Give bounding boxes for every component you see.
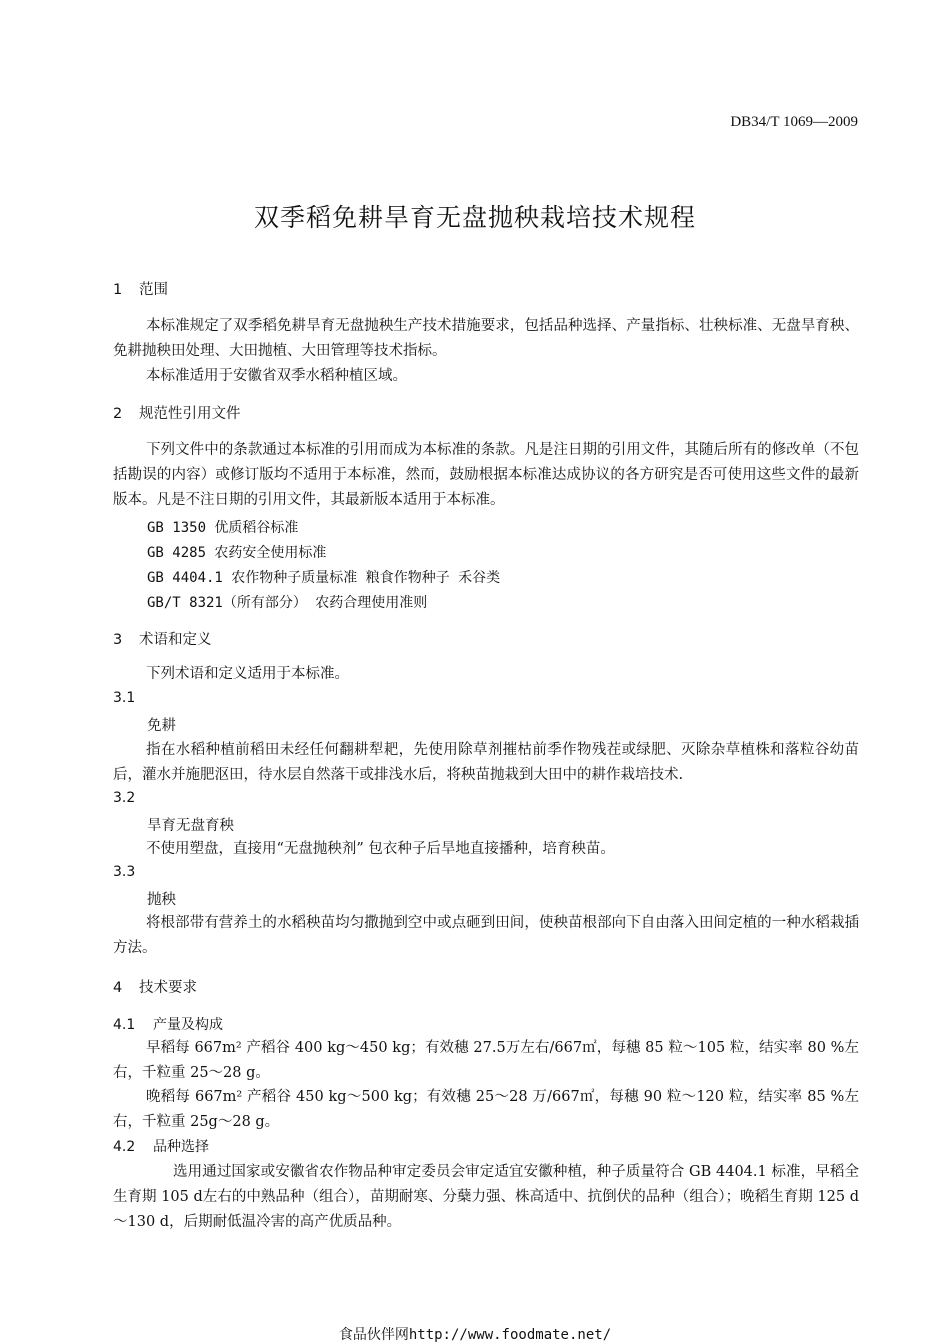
section-3-intro: 下列术语和定义适用于本标准。 (146, 666, 349, 682)
term-definition: 指在水稻种植前稻田未经任何翻耕犁耙，先使用除草剂摧枯前季作物残茬或绿肥、灭除杂草植株和落粒谷幼苗后，灌水并施肥沤田，待水层自然落干或排浅水后，将秧苗抛栽到大田中的耕作栽培技术. (113, 742, 859, 783)
reference-item: GB 1350 优质稻谷标准 (147, 520, 299, 536)
footer (0, 1324, 950, 1344)
section-2-paragraph: 下列文件中的条款通过本标准的引用而成为本标准的条款。凡是注日期的引用文件，其随后所有的修改单（不包括勘误的内容）或修订版均不适用于本标准，然而，鼓励根据本标准达成协议的各方研究是否可使用这些文件的最新版本。凡是不注日期的引用文件，其最新版本适用于本标准。 (113, 442, 859, 508)
subsection-title: 品种选择 (153, 1139, 209, 1155)
footer-url[interactable]: http://www.foodmate.net/ (408, 1327, 612, 1343)
subsection-4-2-heading (113, 1136, 209, 1156)
section-4-heading (113, 976, 197, 997)
term-name: 抛秧 (147, 892, 176, 908)
section-title: 范围 (139, 282, 168, 298)
section-1-paragraph: 本标准规定了双季稻免耕旱育无盘抛秧生产技术措施要求，包括品种选择、产量指标、壮秧标准、无盘旱育秧、免耕抛秧田处理、大田抛植、大田管理等技术指标。 (113, 318, 859, 359)
term-name: 旱育无盘育秧 (147, 818, 234, 834)
section-3-heading (113, 628, 212, 649)
subsection-paragraph: 早稻每 667m² 产稻谷 400 kg～450 kg；有效穗 27.5万左右/667㎡，每穗 85 粒～105 粒，结实率 80 %左右，千粒重 25～28 g。 (113, 1040, 859, 1081)
reference-item: GB 4404.1 农作物种子质量标准 粮食作物种子 禾谷类 (147, 570, 501, 586)
reference-item: GB/T 8321（所有部分） 农药合理使用准则 (147, 595, 428, 611)
term-number: 3.3 (113, 864, 136, 880)
term-definition: 不使用塑盘，直接用“无盘抛秧剂” 包衣种子后旱地直接播种，培育秧苗。 (146, 841, 615, 857)
subsection-4-1-heading (113, 1014, 223, 1034)
subsection-number: 4.1 (113, 1017, 136, 1033)
subsection-paragraph: 晚稻每 667m² 产稻谷 450 kg～500 kg；有效穗 25～28 万/667㎡，每穗 90 粒～120 粒，结实率 85 %左右，千粒重 25g～28 g。 (113, 1089, 859, 1130)
footer-site-name: 食品伙伴网 (338, 1327, 409, 1343)
subsection-paragraph: 选用通过国家或安徽省农作物品种审定委员会审定适宜安徽种植，种子质量符合 GB 4404.1 标准，早稻全生育期 105 d左右的中熟品种（组合），苗期耐寒、分蘖力强、株高适中、抗倒伏的品种（组合）；晚稻生育期 125 d～130 d，后期耐低温冷害的高产优质品种。 (113, 1164, 859, 1230)
term-number: 3.2 (113, 790, 136, 806)
section-title: 规范性引用文件 (139, 406, 241, 422)
subsection-title: 产量及构成 (153, 1017, 223, 1033)
section-title: 术语和定义 (139, 632, 212, 648)
section-2-heading (113, 402, 241, 423)
document-title: 双季稻免耕旱育无盘抛秧栽培技术规程 (253, 203, 696, 232)
term-number: 3.1 (113, 690, 136, 706)
standard-code: DB34/T 1069—2009 (730, 114, 858, 130)
section-1-heading (113, 278, 168, 299)
section-number: 4 (113, 980, 123, 996)
term-name: 免耕 (147, 718, 176, 734)
section-number: 3 (113, 632, 123, 648)
section-number: 2 (113, 406, 123, 422)
section-title: 技术要求 (139, 980, 197, 996)
term-definition: 将根部带有营养土的水稻秧苗均匀撒抛到空中或点砸到田间，使秧苗根部向下自由落入田间定植的一种水稻栽插方法。 (113, 915, 859, 956)
reference-item: GB 4285 农药安全使用标准 (147, 545, 327, 561)
section-1-paragraph: 本标准适用于安徽省双季水稻种植区域。 (146, 368, 407, 384)
section-number: 1 (113, 282, 123, 298)
subsection-number: 4.2 (113, 1139, 136, 1155)
